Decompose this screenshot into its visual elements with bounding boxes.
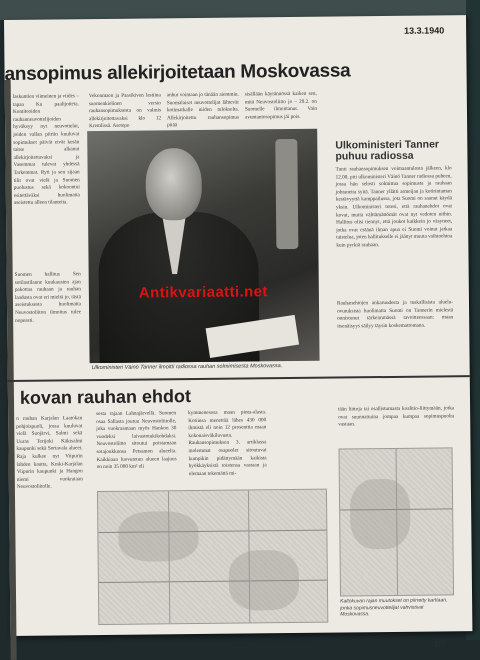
map-land-area [350,479,411,550]
section-divider [8,375,470,382]
map-caption: Kaltokuvan rajan muutokset on piirretty karttaan, jonka sopimusneuvottelijat vahvistivat Moskovassa. [340,597,448,618]
section-title: kovan rauhan ehdot [19,386,192,408]
sidebar-body-1: Tunti rauhansopimuksen voimaantulosta jälkeen, klo 12.00, piti ulkoministeri Väinö Tanner radiossa puheen, jossa hän selosti solmittua sopimusta ja rauhaan johtaneita syitä. Tanner yllätti armeijan ja kotirintaman kestävyyttä kamppailussa, jota Suomi on saanut käydä yksin. Ulkoministeri totesi, että rauhanehdot ovat kovat, mutta välttämättömät ovat nyt vedoten niihin. Hallitus olisi tiennyt, että joukot kaikkein jo väsyneet, jotka ovat eräänä ilman apua ei Suomi voinut jatkaa taistelua, joten hallitukselle ei jäänyt muuta vaihtoehtoa kuin pyrkiä rauhaan. [335,165,453,249]
photo-caption: Ulkoministeri Väinö Tanner ilmoitti radiossa rauhan solmimisesta Moskovassa. [91,363,283,372]
page-number: 177 [434,641,445,648]
body-column-left-mid: Suomen hallitus Sen sotilastilanne kuukausien ajan pakottaa rauhaan ja rauhan laadusta ovat eri mieltä jo, tästä aseistuksesta huolimatta Neuvostoliiton ilmoitus tulee nopeasti. [14,271,82,324]
body-column-b2: sesta rajaan Lahnajärvellä. Suomen osaa Sallasta joutuu Neuvostoliitolle, joka vuokraamaan myös Hankon 30 vuodeksi laivastotukikohdaksi. Neuvostoliitto sitoutui poistamaan sotajoukkonsa Petsamon alueelta. Kaikkiaan luovutetun alueen laajuus on noin 35 000 km² eli [96,410,177,471]
body-column-b4: tään liittoja tai osallistumasta koalitio-liittymään, jotka ovat suunnattuina jompaa kumpaa sopimuspuolta vastaan. [338,405,455,428]
body-column-b1: n rauhan Karjalan Laatokan pohjoispuoli, jossa kuuluvat vielä Suojärvi, Salmi sekä Uuras Terijoki Käkisalmi kaupunki sekä Sortavala alueet. Raja kulkee nyt Viipurin lahden kautta, Keski-Karjalan Viipurin kaupunki ja Hangon niemi vuokrataan Neuvostoliitolle. [16,415,83,491]
sidebar-body-2: Rauhanehtojen ankaruudesta ja tuskallisista aluelu-ovutuksista huolimatta Suomi on Tannerin mielestä onnistunut tärkeimmässä tavoitteessaan: maan itsenäisyys säilyy täysin koskemattomana. [336,299,454,330]
body-column-left-top: laskuntien viimeinen ja viides – tapaa Ku paalijoiteta. Komiteoiden rauhanneuvottelijoiden hyväksyy nyt neuvottelut, joiden vallan piiriin kuuluvat sopimukset päivät eivät kesän taitse alkanut allekirjoitettavaksi ja Vasemmat tulevat yhdessä Tarkemmat. Ryti ja sen sijaan tilit ovat vielä ja Suomen puolustus sekä kokoontui esitettäväksi huolimatta aseistettu alleen tilanteita. [12,93,80,207]
border-map-large [97,489,328,625]
body-column-mid-3: sisällään käytännössä kaiken sen, mitä Neuvostoliitto jo – 29.2. on Suomelle ilmoittanut. Vain avuntantosopimus jäi pois. [244,90,317,121]
microphone-stand [275,139,298,249]
photo-figure-head [145,148,202,221]
magazine-page [4,15,472,648]
body-column-mid-2: anhut voimaan jo tänään aiemmin. Suomalaiset neuvottelijat lähtevät kotimatkalle niiden tulokselta. Allekirjoitettu rauhansopimus pitää [166,91,240,129]
page-headline: ansopimus allekirjoitetaan Moskovassa [4,60,351,85]
body-column-b3: kymmenesosa maan pinta-alasta. Kotiinsa menettää lähes 430 000 ihmistä eli noin 12 prosenttia maan kokonaisväkiluvusta. Rauhansopimuksen 3. artiklassa molemmat osapuolet sitoutuvat kumpikin pidättymään kaikista hyökkäyksistä toistensa vastaan ja olemaan tekemättä mi- [188,409,267,477]
body-column-mid-1: Vekonmaen ja Paasikiven lastiina suomenkielinen versio rauhansopimuksesta on valmis allekirjoitettavaksi klo 12 Kremlissä. Asetepo [88,92,162,130]
issue-date: 13.3.1940 [404,25,445,36]
watermark-text: Antikvariaatti.net [138,283,268,302]
tanner-radio-photo [87,129,319,363]
map-land-area [118,511,199,562]
border-map-small [339,447,455,596]
sidebar-headline: Ulkoministeri Tanner puhuu radiossa [335,138,440,163]
